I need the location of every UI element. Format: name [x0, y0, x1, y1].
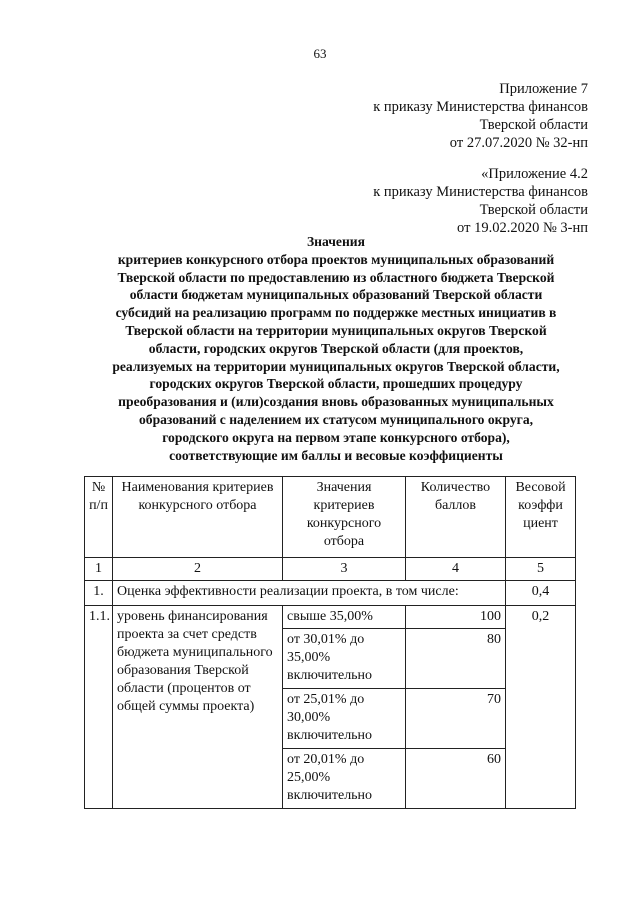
section-weight: 0,4 [506, 581, 576, 606]
table-row [85, 606, 576, 629]
column-number-row [85, 558, 576, 581]
column-number: 5 [506, 558, 576, 581]
title-line: образований с наделением их статусом муниципального округа, [138, 411, 534, 427]
annex-previous-line: от 19.02.2020 № 3-нп [457, 220, 588, 236]
annex-previous-line: к приказу Министерства финансов [373, 184, 588, 200]
title-line: области, городских округов Тверской области (для проектов, [148, 340, 524, 356]
item-weight: 0,2 [506, 606, 576, 809]
annex-current-line: к приказу Министерства финансов [373, 99, 588, 115]
title-line: реализуемых на территории муниципальных округов Тверской области, [112, 358, 560, 374]
item-num: 1.1. [85, 606, 113, 809]
range-points: 60 [406, 749, 506, 809]
title-line: области бюджетам муниципальных образований Тверской области [129, 287, 543, 303]
range-points: 80 [406, 629, 506, 689]
range-value: от 25,01% до 30,00% включительно [283, 689, 406, 749]
range-points: 70 [406, 689, 506, 749]
section-title: Оценка эффективности реализации проекта, в том числе: [113, 581, 506, 606]
column-number: 4 [406, 558, 506, 581]
range-value: от 20,01% до 25,00% включительно [283, 749, 406, 809]
header-values: Значения критериев конкурсного отбора [283, 477, 406, 558]
table-header-row [85, 477, 576, 558]
title-line: соответствующие им баллы и весовые коэффициенты [169, 447, 503, 463]
title-line: Тверской области на территории муниципальных округов Тверской [125, 322, 547, 338]
annex-previous [373, 165, 588, 237]
header-num: № п/п [85, 477, 113, 558]
header-weight: Весовой коэффи циент [506, 477, 576, 558]
range-points: 100 [406, 606, 506, 629]
annex-current [373, 80, 588, 152]
column-number: 1 [85, 558, 113, 581]
document-title [86, 233, 586, 464]
header-name: Наименования критериев конкурсного отбора [113, 477, 283, 558]
title-line: субсидий на реализацию программ по поддержке местных инициатив в [115, 305, 557, 321]
section-num: 1. [85, 581, 113, 606]
table-row [85, 581, 576, 606]
criteria-table [84, 476, 576, 809]
page-number: 63 [313, 46, 327, 61]
annex-previous-line: «Приложение 4.2 [481, 166, 588, 182]
column-number: 3 [283, 558, 406, 581]
title-line: Тверской области по предоставлению из областного бюджета Тверской [117, 269, 555, 285]
title-line: преобразования и (или)создания вновь образованных муниципальных [118, 394, 554, 410]
header-points: Количество баллов [406, 477, 506, 558]
title-line: городских округов Тверской области, прошедших процедуру [149, 376, 523, 392]
column-number: 2 [113, 558, 283, 581]
title-line: критериев конкурсного отбора проектов муниципальных образований [117, 251, 555, 267]
annex-previous-line: Тверской области [479, 202, 588, 218]
title-line: Значения [307, 234, 365, 249]
item-name: уровень финансирования проекта за счет средств бюджета муниципального образования Тверской области (процентов от общей суммы проекта) [113, 606, 283, 809]
annex-current-line: от 27.07.2020 № 32-нп [449, 135, 588, 151]
annex-current-line: Тверской области [479, 117, 588, 133]
range-value: свыше 35,00% [283, 606, 406, 629]
annex-current-line: Приложение 7 [499, 81, 588, 97]
title-line: городского округа на первом этапе конкурсного отбора), [162, 429, 510, 445]
range-value: от 30,01% до 35,00% включительно [283, 629, 406, 689]
